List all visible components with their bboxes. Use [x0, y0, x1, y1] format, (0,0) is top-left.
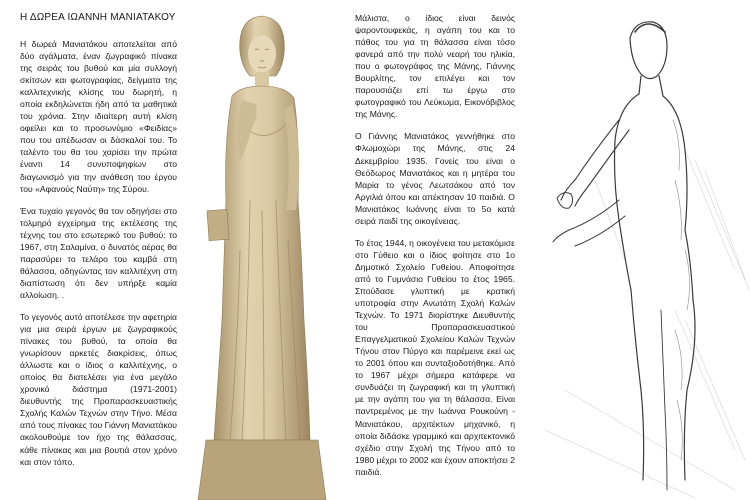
paragraph: Η δωρεά Μανιατάκου αποτελείται από δύο αγάλματα, έναν ζωγραφικό πίνακα της σειράς του βυθού και μία συλλογή σκίτσων και φωτογραφίας, δείγματα της καλλιτεχνικής κλίσης του δωρητή, η οποία εκδηλώνεται ήδη από τα μαθητικά του χρόνια. Στην ιδιαίτερη αυτή κλίση οφείλει και το προσωνύμιο «Φειδίας» που του απέδωσαν οι δάσκαλοί του. Το ταλέντο του θα του χαρίσει την πρώτα έναντι 14 συνυποψηφίων στο διαγωνισμό για την ανάθεση του έργου του «Αφανούς Ναύτη» της Σύρου. [20, 39, 177, 194]
paragraph: Ένα τυχαίο γεγονός θα τον οδηγήσει στο τολμηρό εγχείρημα της εκτέλεσης της τέχνης του στο εσωτερικό του βυθού: το 1967, στη Σαλαμίνα, ο δυνατός αέρας θα παρασύρει το τελάρο του καμβά στη θάλασσα, οδηγώντας τον καλλιτέχνη στη διαπίστωση ότι δεν υπήρξε καμία αλλοίωση. . [20, 205, 177, 300]
paragraph: Ο Γιάννης Μανιατάκος γεννήθηκε στο Φλωμοχώρι της Μάνης, στις 24 Δεκεμβρίου 1935. Γονείς του είναι ο Θεόδωρος Μανιατάκος και η μητέρα του Μαρία το γένος Λεωτσάκου από τον Αργιλιά όπου και απέκτησαν 10 παιδιά. Ο Μανιατάκος Ιωάννης είναι το 5ο κατά σειρά παιδί της οικογένειας. [355, 131, 515, 226]
pencil-sketch [535, 10, 750, 500]
paragraph: Μάλιστα, ο ίδιος είναι δεινός ψαροντουφεκάς, η αγάπη του και το πάθος του για τη θάλασσα είναι τόσο φανερά από την πολύ νεαρή του ηλικία, που ο φωτογράφος της Μάνης, Γιάννης Βουρλίτης, τον επιλέγει και τον παρουσιάζει επί τω έργω στο φωτογραφικό του Λεύκωμα, Εικονόβιβλος της Μάνης. [355, 13, 515, 120]
text-column-middle [355, 12, 515, 488]
paragraph: Το γεγονός αυτό αποτέλεσε την αφετηρία για μια σειρά έργων με ζωγραφικούς πίνακες του βυθού, τα οποία θα γνωρίσουν αρκετές διακρίσεις, όπως άλλωστε και ο ίδιος ο καλλιτέχνης, ο οποίος θα διατελέσει για ένα μεγάλο χρονικό διάστημα (1971-2001) διευθυντής της Προπαρασκευαστικής Σχολής Καλών Τεχνών στην Τήνο. Μέσα από τους πίνακες του Γιάννη Μανιατάκου ακολουθούμε τον ήχο της θάλασσας, κάθε πίνακας και μια βουτιά στον χρόνο και στον τόπο. [20, 311, 177, 467]
paragraph: Το έτος 1944, η οικογένεια του μετακόμισε στο Γύθειο και ο ίδιος φοίτησε στο 1ο Δημοτικό Σχολείο Γυθείου. Αποφοίτησε από το Γυμνάσιο Γυθείου το έτος 1965. Σπούδασε γλυπτική με κρατική υποτροφία στην Ανωτάτη Σχολή Καλών Τεχνών. Το 1971 διορίστηκε Διευθυντής του Προπαρασκευαστικού Επαγγελματικού Σχολείου Καλών Τεχνών Τήνου στον Πύργο και παρέμεινε εκεί ως το 2001 όπου και συνταξιοδοτήθηκε. Από το 1967 μέχρι σήμερα κατάφερε να συνδυάζει τη ζωγραφική και τη γλυπτική με την αγάπη του για τη θάλασσα. Είναι παντρεμένος με την Ιωάννα Ρουκούνη - Μανιατάκου, αρχιτέκτων μηχανικό, η οποία διδάσκε γραμμικό και αρχιτεκτονικό σχέδιο στην Σχολή της Τήνου από το 1980 μέχρι το 2002 και έχουν αποκτήσει 2 παιδιά. [355, 237, 515, 477]
text-column-left [20, 38, 177, 478]
page-title: Η ΔΩΡΕΑ ΙΩΑΝΝΗ ΜΑΝΙΑΤΑΚΟΥ [20, 12, 176, 23]
statue-photo [180, 0, 345, 500]
